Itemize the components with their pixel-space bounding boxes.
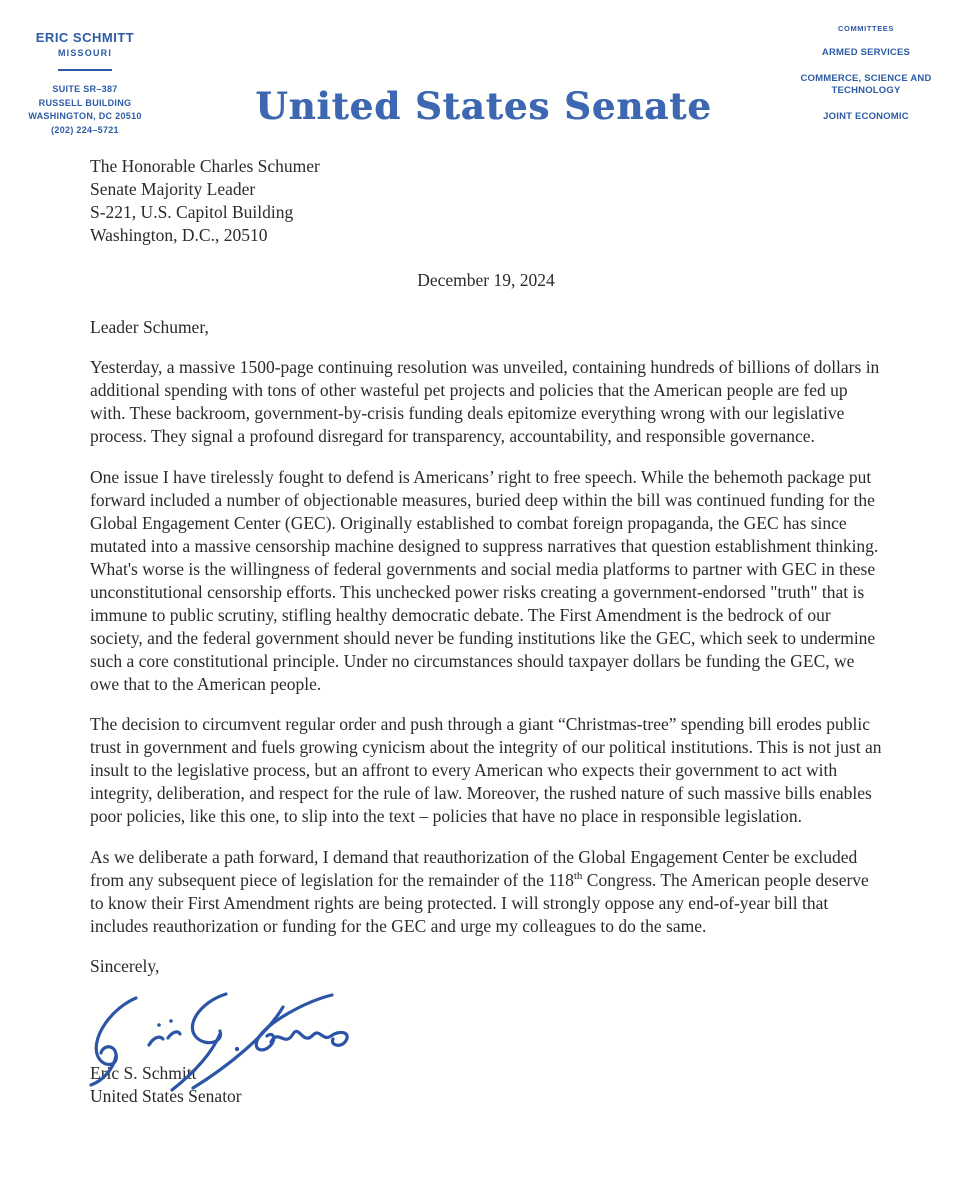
letter-body	[90, 155, 882, 1108]
sender-name: ERIC SCHMITT	[35, 30, 135, 45]
sender-address-line: RUSSELL BUILDING	[38, 97, 132, 108]
paragraph-2: One issue I have tirelessly fought to defend is Americans’ right to free speech. While the behemoth package put forward included a number of objectionable measures, buried deep within the bill was continued funding for the Global Engagement Center (GEC). Originally established to combat foreign propaganda, the GEC has since mutated into a massive censorship machine designed to suppress narratives that question establishment thinking. What's worse is the willingness of federal governments and social media platforms to partner with GEC in these unconstitutional censorship efforts. This unchecked power risks creating a government-endorsed "truth" that is immune to public scrutiny, stifling healthy democratic debate. The First Amendment is the bedrock of our society, and the federal government should never be funding institutions like the GEC, which seek to undermine such a core constitutional principle. Under no circumstances should taxpayer dollars be funding the GEC, we owe that to the American people.	[90, 466, 879, 694]
paragraph-4-text: Congress. The American people deserve to know their First Amendment rights are being protected. I will strongly oppose any end-of-year bill that includes reauthorization or funding for the GEC and urge my colleagues to do the same.	[90, 869, 869, 936]
signature-scrawl	[72, 982, 372, 1094]
salutation: Leader Schumer,	[90, 317, 209, 337]
committee-item: ARMED SERVICES	[821, 47, 911, 58]
sender-address-line: SUITE SR–387	[52, 84, 118, 94]
committees-heading: COMMITTEES	[838, 24, 894, 33]
sender-address-line: WASHINGTON, DC 20510	[28, 111, 142, 121]
letterhead-committees-block	[795, 24, 937, 137]
closing-word: Sincerely,	[90, 956, 160, 976]
senate-letterhead-title: United States Senate	[255, 84, 712, 128]
paragraph-4	[90, 846, 882, 938]
sender-phone: (202) 224–5721	[51, 124, 119, 135]
recipient-address-block	[90, 155, 882, 247]
ordinal-superscript: th	[573, 869, 583, 882]
signature-typed-name: Eric S. Schmitt	[90, 1063, 197, 1083]
letterhead-divider	[58, 69, 112, 71]
committee-item: COMMERCE, SCIENCE AND TECHNOLOGY	[800, 73, 932, 96]
committee-item: JOINT ECONOMIC	[823, 111, 909, 122]
paragraph-1: Yesterday, a massive 1500-page continuing resolution was unveiled, containing hundreds of billions of dollars in additional spending with tons of other wasteful pet projects and policies that the American people are fed up with. These backroom, government-by-crisis funding deals epitomize everything wrong with our legislative process. They signal a profound disregard for transparency, accountability, and responsible governance.	[90, 357, 880, 446]
recipient-role: Senate Majority Leader	[90, 179, 256, 199]
recipient-city: Washington, D.C., 20510	[90, 225, 268, 245]
recipient-name: The Honorable Charles Schumer	[90, 156, 320, 176]
signature-typed-title: United States Senator	[90, 1086, 242, 1106]
paragraph-3: The decision to circumvent regular order and push through a giant “Christmas-tree” spending bill erodes public trust in government and fuels growing cynicism about the integrity of our political institutions. This is not just an insult to the legislative process, but an affront to every American who expects their government to act with integrity, deliberation, and respect for the rule of law. Moreover, the rushed nature of such massive bills enables poor policies, like this one, to slip into the text – policies that have no place in responsible legislation.	[90, 714, 882, 826]
paragraph-4-text: As we deliberate a path forward, I demand that reauthorization of the Global Engagement Center be excluded from any subsequent piece of legislation for the remainder of the 118	[90, 846, 858, 890]
recipient-address: S-221, U.S. Capitol Building	[90, 202, 294, 222]
letter-date: December 19, 2024	[417, 270, 555, 290]
sender-state: MISSOURI	[57, 48, 113, 58]
signature-block	[72, 982, 882, 1066]
